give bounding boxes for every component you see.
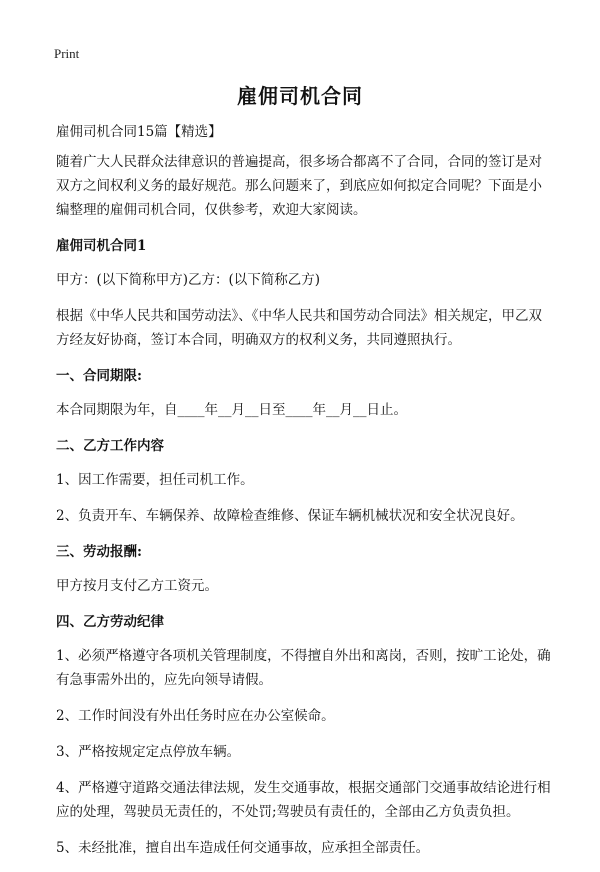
section-pay-text: 甲方按月支付乙方工资元。 xyxy=(56,578,218,594)
parties-line: 甲方：(以下简称甲方)乙方：(以下简称乙方) xyxy=(56,272,321,288)
duty-item: 1、因工作需要，担任司机工作。 xyxy=(56,472,254,488)
discipline-item: 2、工作时间没有外出任务时应在办公室候命。 xyxy=(56,708,335,724)
section-discipline-heading: 四、乙方劳动纪律 xyxy=(56,614,164,630)
discipline-item: 4、严格遵守道路交通法律法规，发生交通事故，根据交通部门交通事故结论进行相应的处理，驾驶员无责任的，不处罚;驾驶员有责任的，全部由乙方负责负担。 xyxy=(56,780,551,820)
contract-heading: 雇佣司机合同1 xyxy=(56,238,147,254)
section-term-heading: 一、合同期限: xyxy=(56,368,142,384)
print-link[interactable]: Print xyxy=(54,46,80,61)
document-title: 雇佣司机合同 xyxy=(237,84,363,108)
duty-item: 2、负责开车、车辆保养、故障检查维修、保证车辆机械状况和安全状况良好。 xyxy=(56,508,524,524)
legal-basis-paragraph: 根据《中华人民共和国劳动法》、《中华人民共和国劳动合同法》相关规定，甲乙双方经友好协商，签订本合同，明确双方的权利义务，共同遵照执行。 xyxy=(56,308,542,348)
document-subtitle: 雇佣司机合同15篇【精选】 xyxy=(56,124,222,140)
intro-paragraph: 随着广大人民群众法律意识的普遍提高，很多场合都离不了合同，合同的签订是对双方之间权利义务的最好规范。那么问题来了，到底应如何拟定合同呢？下面是小编整理的雇佣司机合同，仅供参考，欢迎大家阅读。 xyxy=(56,154,542,218)
discipline-item: 1、必须严格遵守各项机关管理制度，不得擅自外出和离岗，否则，按旷工论处，确有急事需外出的，应先向领导请假。 xyxy=(56,648,551,688)
section-pay-heading: 三、劳动报酬: xyxy=(56,544,142,560)
document-body xyxy=(56,120,552,872)
discipline-item: 3、严格按规定定点停放车辆。 xyxy=(56,744,241,760)
section-duties-heading: 二、乙方工作内容 xyxy=(56,438,164,454)
discipline-item: 5、未经批准，擅自出车造成任何交通事故，应承担全部责任。 xyxy=(56,840,430,856)
section-term-text: 本合同期限为年，自____年__月__日至____年__月__日止。 xyxy=(56,402,407,418)
